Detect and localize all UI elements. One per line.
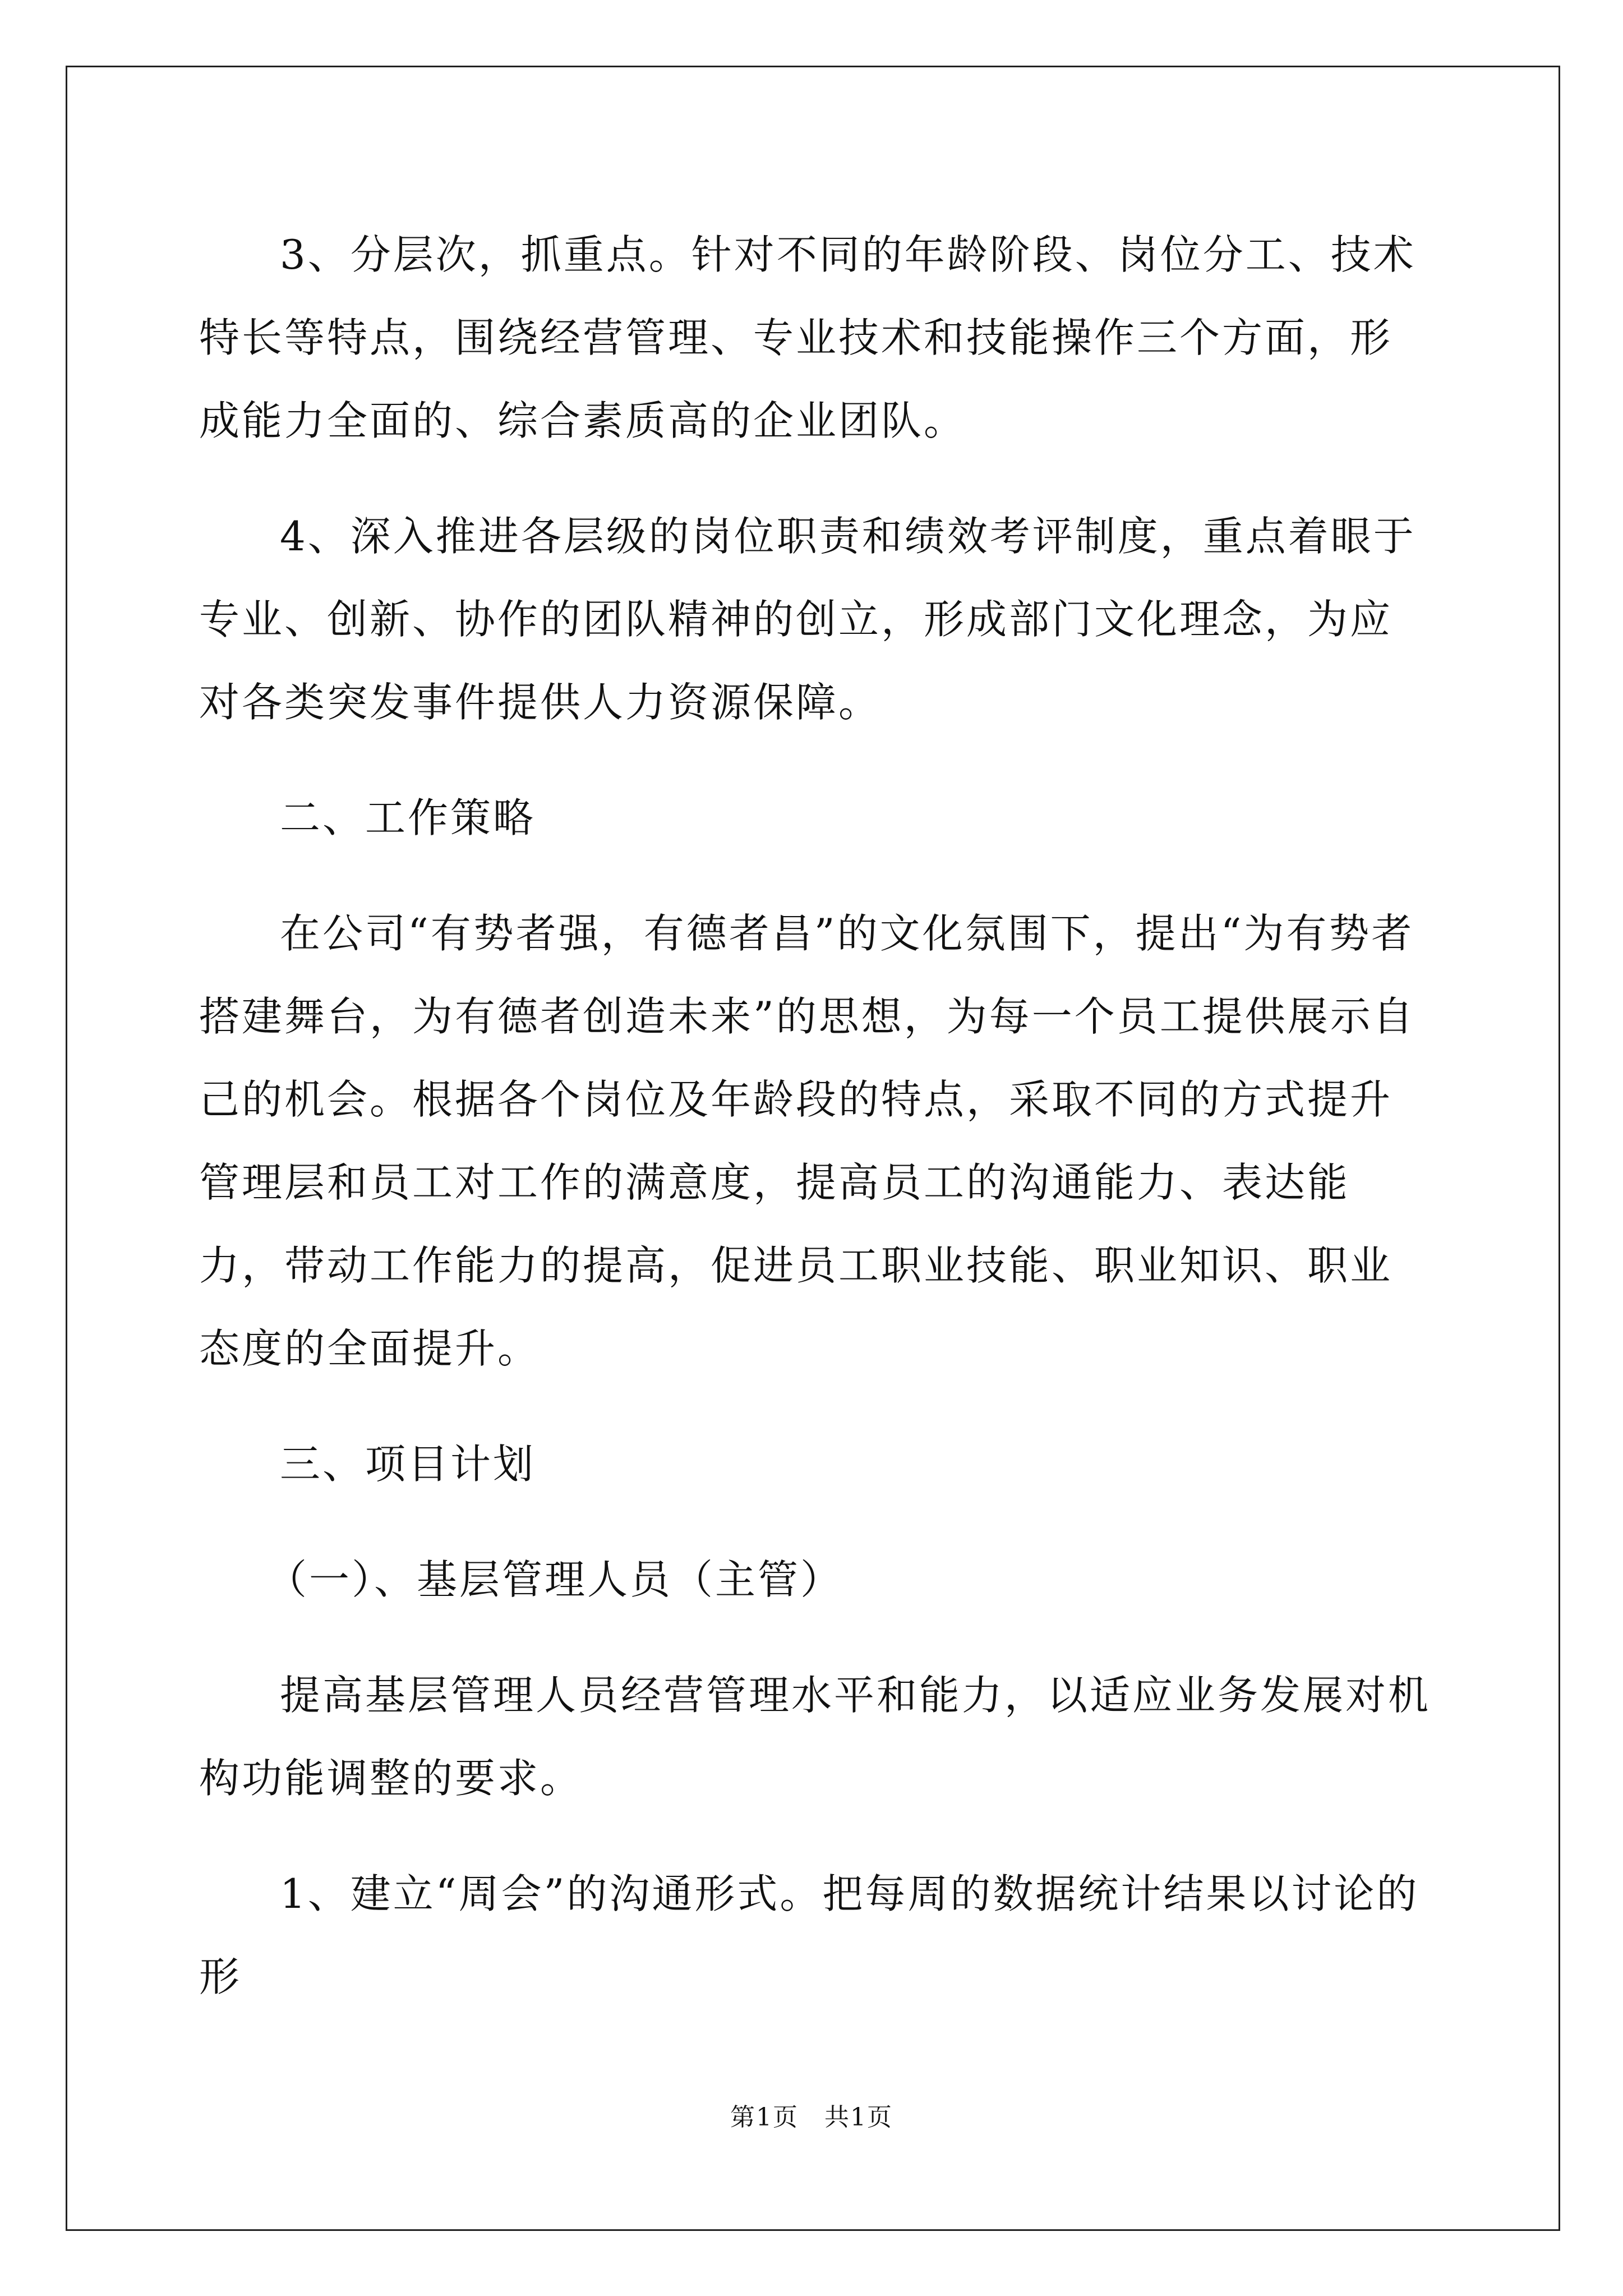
paragraph-manager-goal: 提高基层管理人员经营管理水平和能力，以适应业务发展对机构功能调整的要求。 [199,1672,1431,1802]
page-number-footer: 第1页 共1页 [730,2103,893,2132]
document-body [199,213,1433,2018]
section-heading-project-plan: 三、项目计划 [280,1441,536,1488]
paragraph-performance-system: 4、深入推进各层级的岗位职责和绩效考评制度，重点着眼于专业、创新、协作的团队精神的创立，形成部门文化理念，为应对各类突发事件提供人力资源保障。 [199,513,1416,726]
subheading-grassroots-managers: （一）、基层管理人员（主管） [266,1556,843,1603]
paragraph-strategy-body: 在公司“有势者强，有德者昌”的文化氛围下，提出“为有势者搭建舞台，为有德者创造未来”的思想，为每一个员工提供展示自己的机会。根据各个岗位及年龄段的特点，采取不同的方式提升管理层和员工对工作的满意度，提高员工的沟通能力、表达能力，带动工作能力的提高，促进员工职业技能、职业知识、职业态度的全面提升。 [199,910,1415,1372]
paragraph-layered-training: 3、分层次，抓重点。针对不同的年龄阶段、岗位分工、技术特长等特点，围绕经营管理、专业技术和技能操作三个方面，形成能力全面的、综合素质高的企业团队。 [199,231,1416,444]
section-heading-work-strategy: 二、工作策略 [280,794,536,841]
paragraph-weekly-meeting: 1、建立“周会”的沟通形式。把每周的数据统计结果以讨论的形 [199,1870,1419,2000]
